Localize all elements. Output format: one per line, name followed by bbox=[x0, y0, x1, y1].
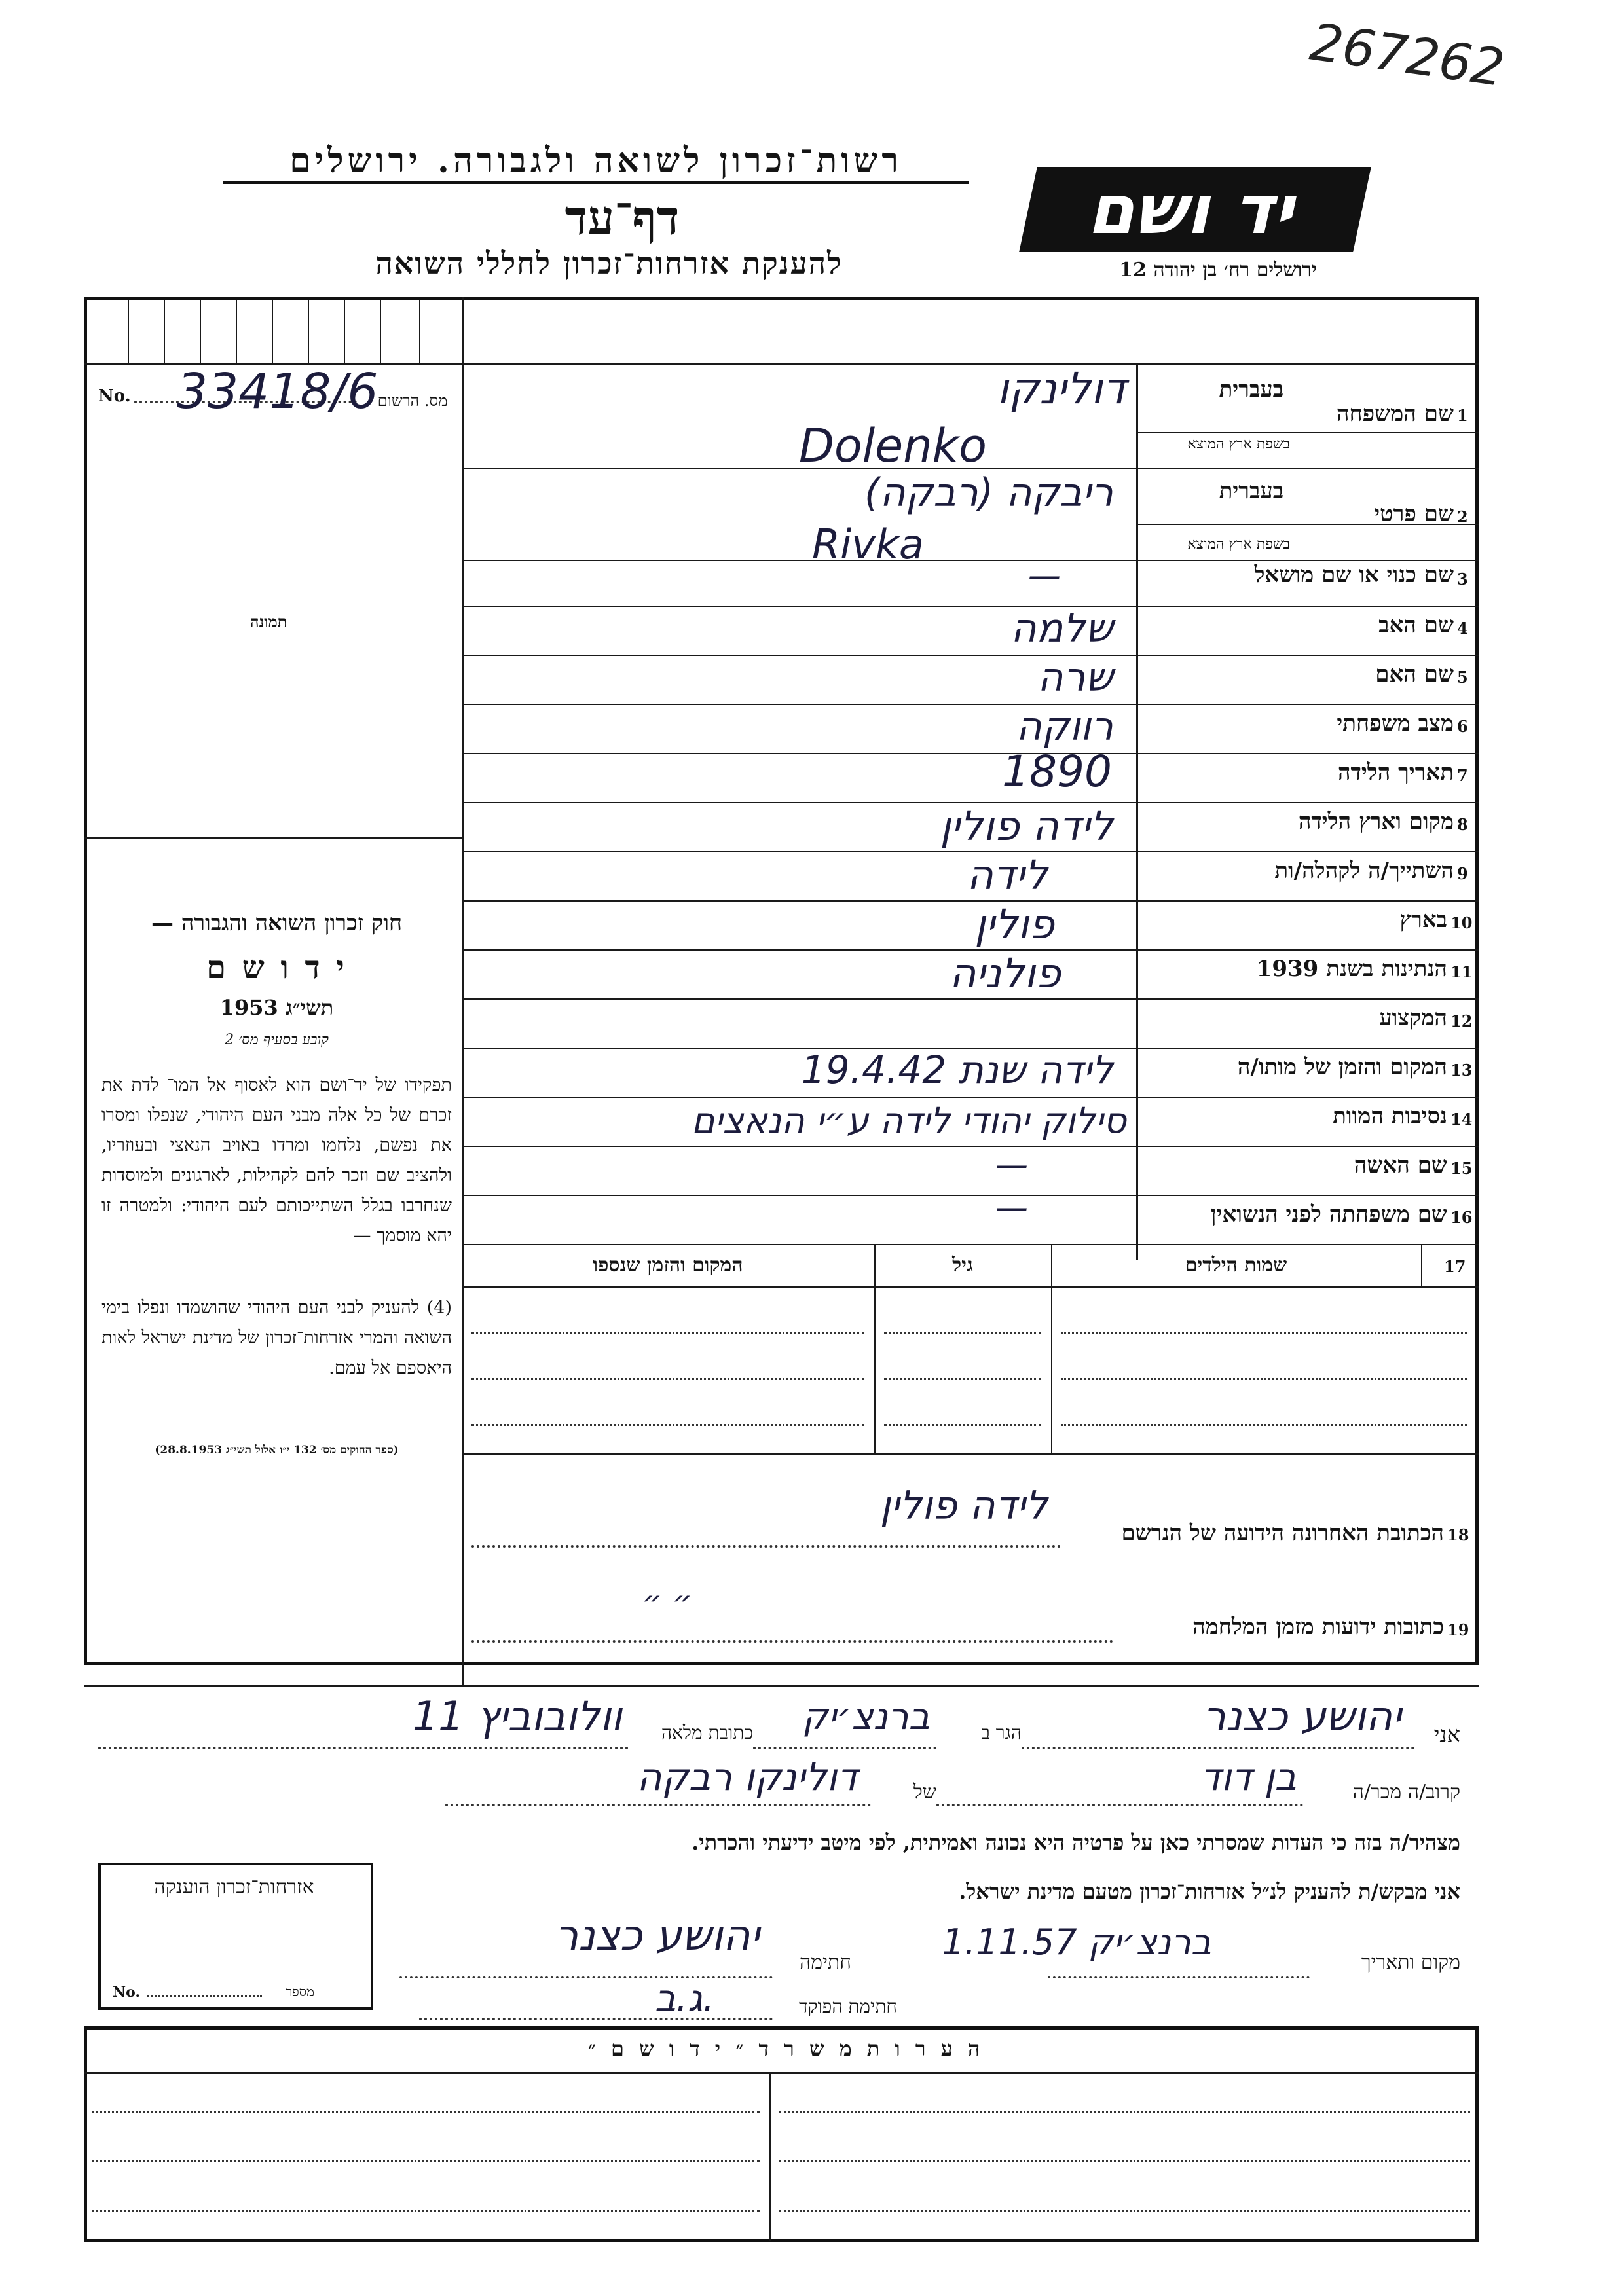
decl-declarant-name: יהושע כצנר bbox=[1202, 1692, 1401, 1740]
decl-official-signature-label: חתימת הפוקד bbox=[799, 1995, 897, 2017]
field-number-10: 10 bbox=[1450, 913, 1473, 932]
decl-resides-label: הגר ב bbox=[981, 1722, 1022, 1743]
document-subtitle: להענקת אזרחות־זכרון לחללי השואה bbox=[375, 246, 843, 281]
stamp-box-title: אזרחות־זכרון הוענקה bbox=[154, 1876, 314, 1899]
field-label-nickname: שם כנוי או שם מושאל bbox=[1254, 562, 1454, 588]
registration-number: 33418/6 bbox=[177, 363, 378, 420]
country-value: פולין bbox=[974, 900, 1054, 948]
field-number-4: 4 bbox=[1457, 619, 1468, 638]
law-section: קובע בסעיף מס׳ 2 bbox=[225, 1032, 329, 1048]
field-number-2: 2 bbox=[1457, 507, 1468, 526]
field-number-9: 9 bbox=[1457, 864, 1468, 883]
field-label-maiden-name: שם משפחתה לפני הנשואין bbox=[1210, 1201, 1447, 1228]
field-number-13: 13 bbox=[1450, 1061, 1473, 1080]
decl-statement: מצהיר/ה בזה כי העדות שמסרתי כאן על פרטיה היא נכונה ואמיתית, לפי מיטב ידיעתי והכרתי. bbox=[692, 1830, 1460, 1855]
stamp-box-number-label: מספר bbox=[286, 1984, 314, 1999]
document-title: דף־עד bbox=[564, 190, 680, 246]
authority-line: רשות־זכרון לשואה ולגבורה. ירושלים bbox=[223, 141, 969, 184]
law-paragraph-1: תפקידו של יד־ושם הוא לאסוף אל המו־ לדת את זכרם של כל אלה מבני העם היהודי, שנפלו ומסרו את נפשם, נלחמו ומרדו באויב הנאצי ובעוזריו, ולהציב שם וזכר להם לקהילות, לארגונים ולמוסדות שנחרבו בגלל השתייכותם לעם היהודי: ולמטרה זו יהא מוסמך — bbox=[101, 1075, 452, 1246]
surname-local-value: Dolenko bbox=[799, 419, 987, 473]
law-title: חוק זכרון השואה והגבורה — bbox=[151, 910, 403, 936]
field-sublabel-hebrew-1: בעברית bbox=[1219, 376, 1283, 403]
first-name-local-value: Rivka bbox=[812, 520, 924, 568]
field-number-11: 11 bbox=[1450, 962, 1473, 981]
first-name-hebrew-value: ריבקה (רבקה) bbox=[864, 470, 1113, 516]
photo-label: תמונה bbox=[249, 612, 287, 631]
field-number-6: 6 bbox=[1457, 717, 1468, 736]
field-label-country: בארץ bbox=[1399, 907, 1447, 933]
field-number-5: 5 bbox=[1457, 668, 1468, 687]
registration-label: מס. הרשום bbox=[377, 392, 448, 410]
field-number-18: 18 bbox=[1447, 1525, 1469, 1544]
children-col-age: גיל bbox=[952, 1254, 973, 1277]
field-number-8: 8 bbox=[1457, 815, 1468, 834]
death-place-time-value: לידה שנת 19.4.42 bbox=[801, 1048, 1113, 1092]
law-name: י ד ו ש ם bbox=[206, 949, 347, 986]
nickname-value: — bbox=[1028, 556, 1061, 594]
last-address-value: לידה פולין bbox=[879, 1483, 1048, 1529]
decl-place-date-value: ברנצ׳יק 1.11.57 bbox=[942, 1922, 1211, 1963]
father-name-value: שלמה bbox=[1010, 606, 1113, 651]
decl-full-address-label: כתובת מלאה bbox=[661, 1722, 753, 1743]
field-label-mother: שם האם bbox=[1375, 661, 1454, 687]
field-number-15: 15 bbox=[1450, 1159, 1473, 1178]
field-label-birth-date: תאריך הלידה bbox=[1337, 759, 1454, 786]
field-label-first-name: שם פרטי bbox=[1374, 501, 1454, 527]
field-number-19: 19 bbox=[1447, 1620, 1469, 1639]
decl-of-value: דולינקו רבקה bbox=[637, 1755, 858, 1799]
address-line: ירושלים רח׳ בן יהודה 12 bbox=[1119, 259, 1317, 282]
decl-of-label: של bbox=[913, 1781, 936, 1804]
birth-place-value: לידה פולין bbox=[940, 802, 1113, 850]
field-label-citizenship-1939: הנתינות בשנת 1939 bbox=[1256, 956, 1447, 982]
field-label-death-circumstances: נסיבות המוות bbox=[1333, 1103, 1447, 1129]
field-label-wife-name: שם האשה bbox=[1354, 1152, 1447, 1178]
field-sublabel-hebrew-2: בעברית bbox=[1219, 478, 1283, 504]
decl-relative-value: בן דוד bbox=[1200, 1755, 1297, 1799]
wartime-addresses-value: ״ ״ bbox=[642, 1584, 693, 1621]
decl-relative-label: קרוב/ה מכר/ה bbox=[1352, 1781, 1460, 1804]
registration-no-label: No. bbox=[98, 386, 131, 406]
yad-vashem-logo: יד ושם bbox=[1019, 167, 1371, 252]
stamp-box-no-label: No. bbox=[113, 1984, 141, 2001]
remarks-title: ה ע ר ו ת מ ש ר ד ״ י ד ו ש ם ״ bbox=[587, 2036, 984, 2061]
field-label-death-place-time: המקום והזמן של מותו/ה bbox=[1237, 1054, 1447, 1080]
field-label-profession: המקצוע bbox=[1379, 1005, 1447, 1031]
law-reference: (ספר החוקים מס׳ 132 י״ו אלול תשי״ג 28.8.1953) bbox=[155, 1444, 399, 1457]
field-label-father: שם האב bbox=[1378, 612, 1454, 638]
field-number-1: 1 bbox=[1457, 406, 1468, 425]
mother-name-value: שרה bbox=[1037, 655, 1113, 701]
law-year: תשי״ג 1953 bbox=[219, 995, 334, 1020]
decl-place-date-label: מקום ותאריך bbox=[1361, 1951, 1460, 1974]
children-col-place: המקום והזמן שנספו bbox=[593, 1254, 743, 1277]
field-label-community: השתייך/ה לקהלה/ות bbox=[1274, 858, 1454, 884]
field-label-surname: שם המשפחה bbox=[1336, 401, 1454, 427]
surname-hebrew-value: דולינקו bbox=[997, 363, 1126, 414]
field-number-16: 16 bbox=[1450, 1208, 1473, 1227]
decl-official-signature-value: ג.ב. bbox=[655, 1977, 715, 2020]
decl-resides-value: ברנצ׳יק bbox=[802, 1696, 930, 1738]
field-label-marital-status: מצב משפחתי bbox=[1337, 710, 1454, 737]
field-number-12: 12 bbox=[1450, 1011, 1473, 1030]
field-label-birth-place: מקום וארץ הלידה bbox=[1298, 809, 1454, 835]
corner-handwritten-mark: 267262 bbox=[1306, 12, 1508, 99]
wife-name-value: — bbox=[995, 1146, 1028, 1184]
death-circumstances-value: סילוק יהודי לידה ע״י הנאצים bbox=[691, 1100, 1126, 1141]
maiden-name-value: — bbox=[995, 1188, 1028, 1226]
marital-status-value: רווקה bbox=[1016, 704, 1113, 750]
community-value: לידה bbox=[967, 851, 1048, 899]
law-paragraph-2: (4) להעניק לבני העם היהודי שהושמדו ונפלו בימי השואה והמרי אזרחות־זכרון של מדינת ישראל לאות היאספם אל עמם. bbox=[101, 1298, 452, 1378]
field-sublabel-local-2: בשפת ארץ המוצא bbox=[1187, 536, 1290, 553]
decl-signature-label: חתימה bbox=[800, 1951, 851, 1974]
field-number-17: 17 bbox=[1444, 1257, 1466, 1276]
field-label-last-address: הכתובת האחרונה הידועה של הנרשם bbox=[1121, 1520, 1444, 1546]
decl-request: אני מבקש/ת להעניק לנ״ל אזרחות־זכרון מטעם מדינת ישראל. bbox=[959, 1879, 1460, 1904]
children-col-names: שמות הילדים bbox=[1185, 1254, 1287, 1277]
field-label-wartime-addresses: כתובות ידועות מזמן המלחמה bbox=[1192, 1614, 1444, 1640]
decl-full-address-value: וולובוביץ 11 bbox=[412, 1692, 622, 1740]
birth-date-value: 1890 bbox=[1002, 746, 1112, 797]
field-number-3: 3 bbox=[1457, 570, 1468, 589]
decl-ani-label: אני bbox=[1433, 1722, 1460, 1748]
citizenship-value: פולניה bbox=[949, 949, 1061, 997]
field-number-14: 14 bbox=[1450, 1110, 1473, 1129]
field-sublabel-local-1: בשפת ארץ המוצא bbox=[1187, 436, 1290, 452]
field-number-7: 7 bbox=[1457, 766, 1468, 785]
decl-signature-value: יהושע כצנר bbox=[555, 1912, 760, 1960]
